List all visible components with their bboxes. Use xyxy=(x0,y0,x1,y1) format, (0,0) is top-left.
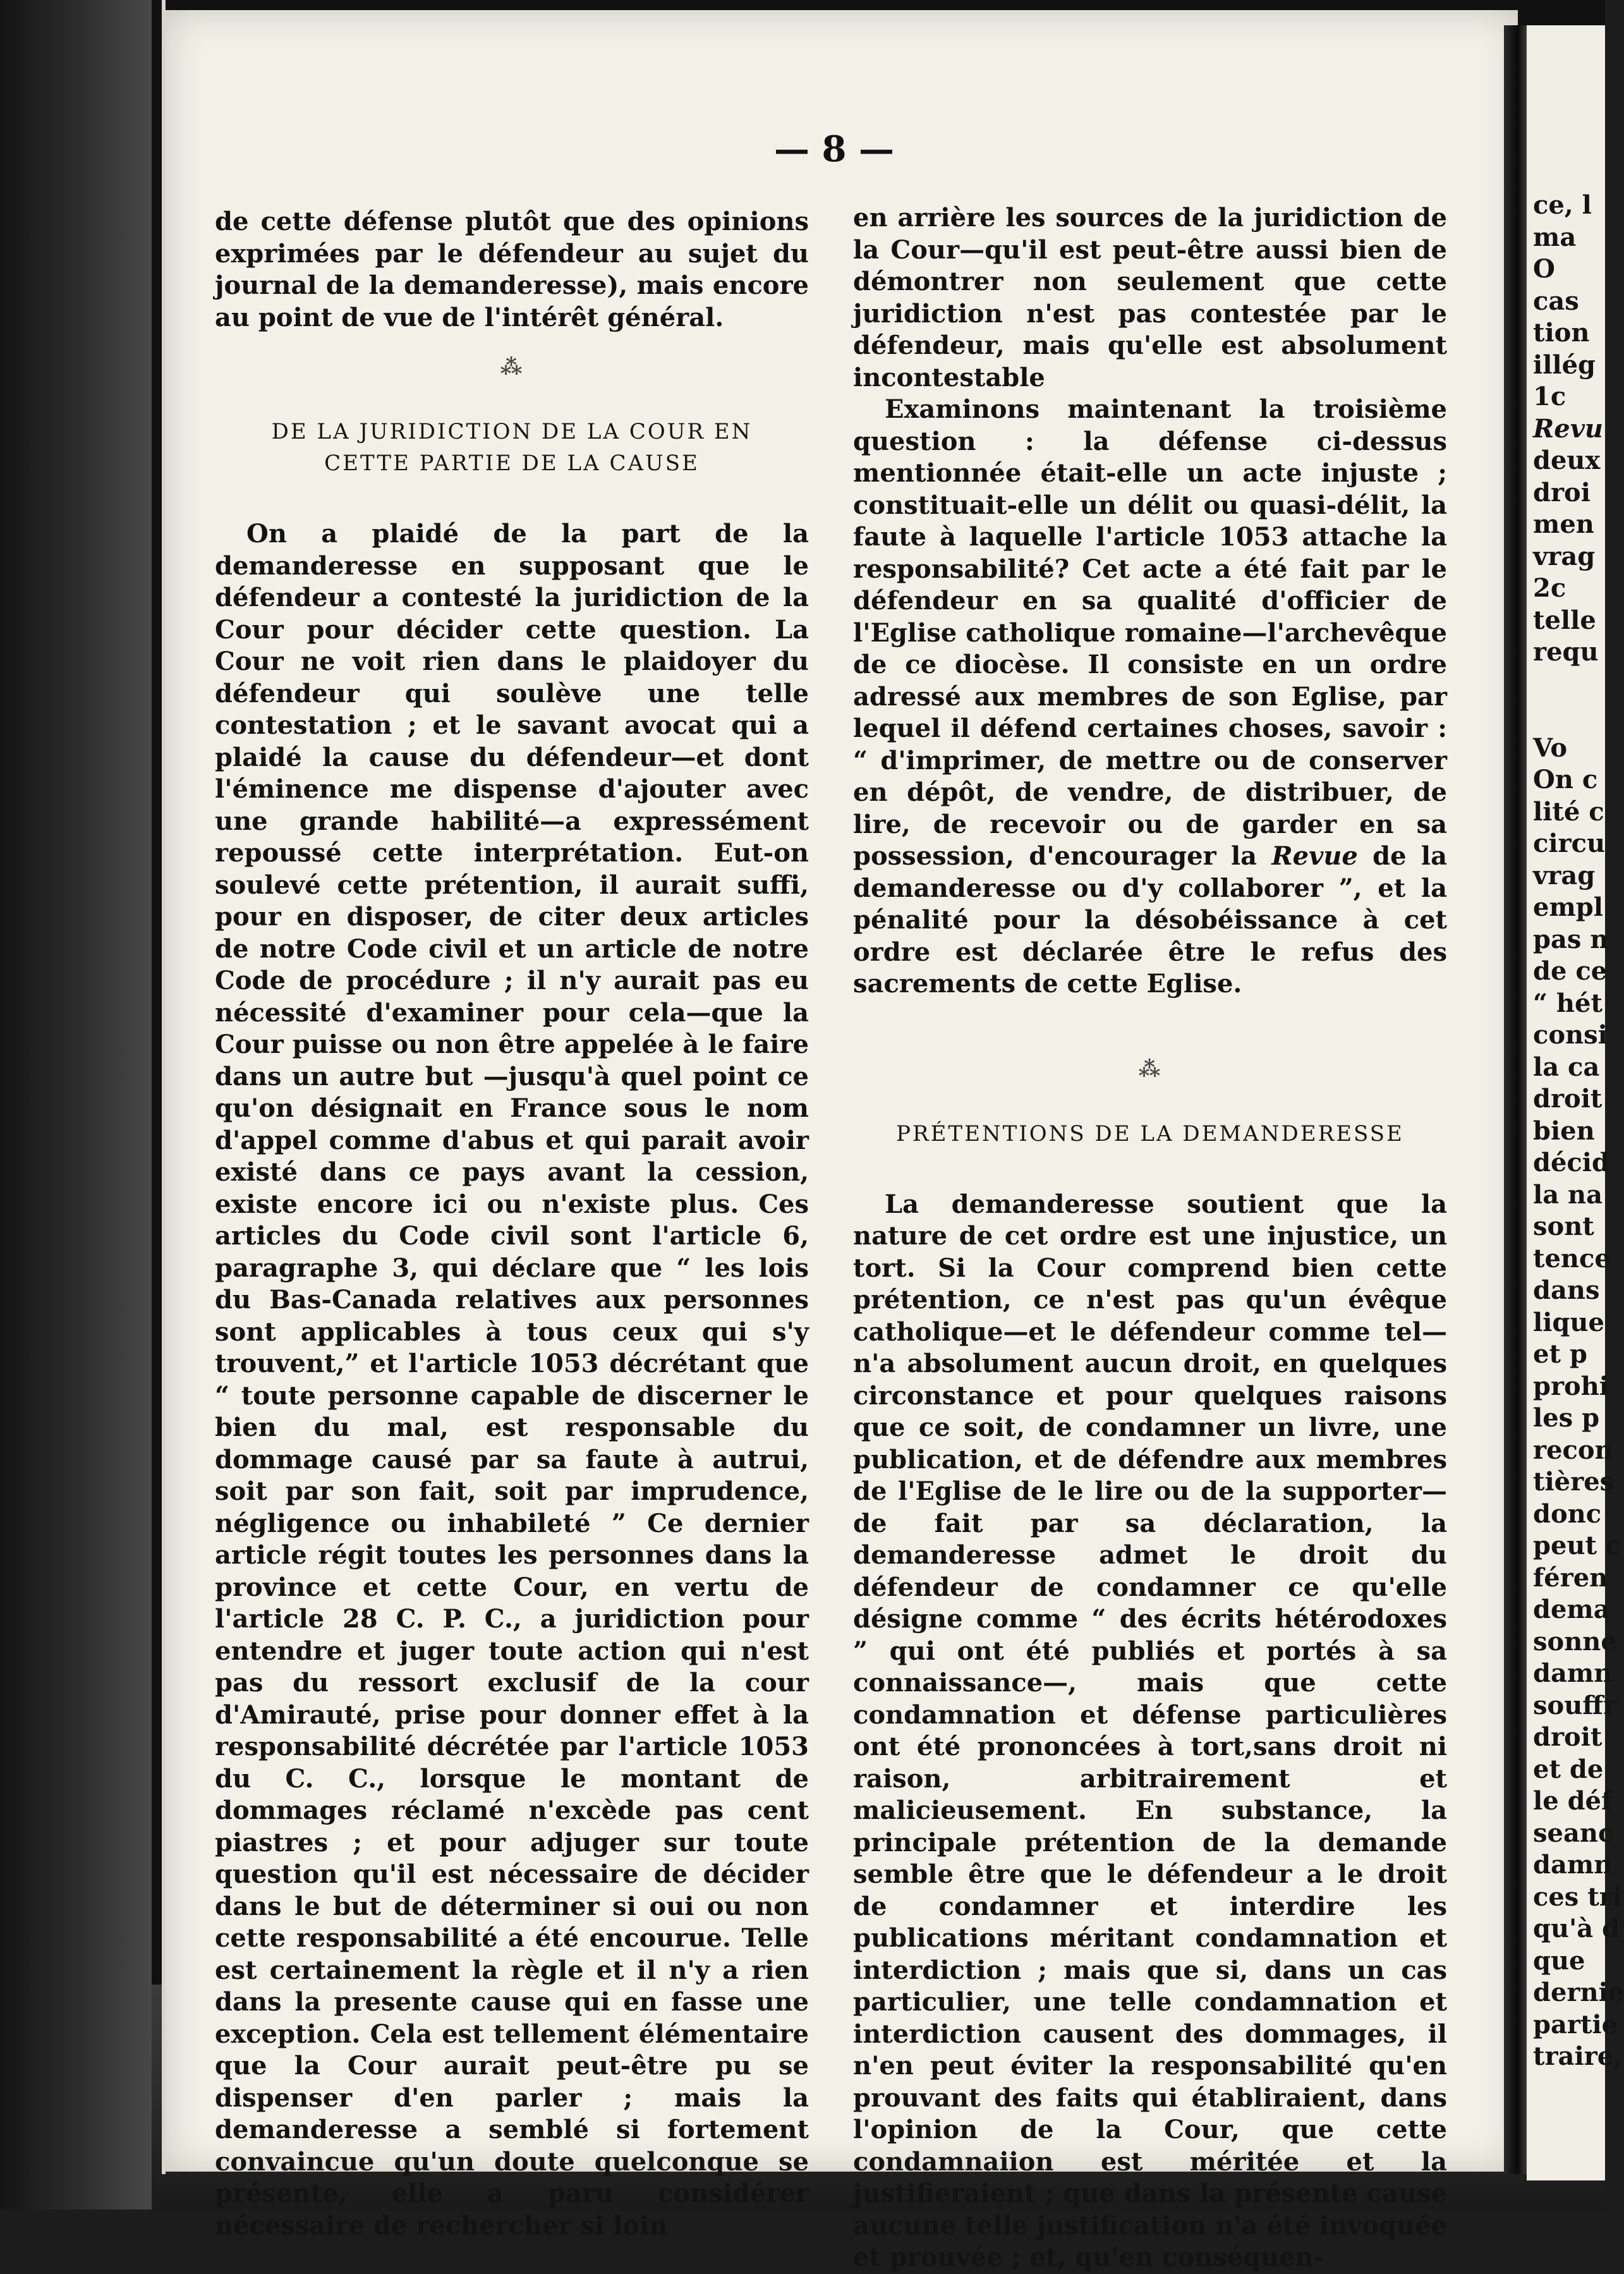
book-left-edge xyxy=(0,0,152,2210)
next-page-fragment: recon xyxy=(1533,1435,1613,1465)
next-page-fragment: damn xyxy=(1533,1850,1613,1880)
next-page-fragment: qu'à d xyxy=(1533,1914,1620,1943)
section-heading-line-1: DE LA JURIDICTION DE LA COUR EN xyxy=(271,419,753,444)
next-page-fragment: bien xyxy=(1533,1116,1595,1146)
next-page-fragment: dernie xyxy=(1533,1978,1624,2007)
next-page-fragment: deux xyxy=(1533,446,1601,475)
next-page-fragment: tence xyxy=(1533,1243,1611,1274)
left-column xyxy=(215,206,809,2242)
next-page-fragment: la ca xyxy=(1533,1052,1600,1082)
next-page-fragment: la na xyxy=(1533,1179,1603,1210)
next-page-fragment: droit xyxy=(1533,1722,1603,1752)
next-page-fragment: telle xyxy=(1533,605,1596,635)
next-page-fragment: damn xyxy=(1533,1658,1613,1688)
right-continuation-paragraph: en arrière les sources de la juridiction de la Cour—qu'il est peut-être aussi bien de démontrer non seulement que cette juridiction n'est pas contestée par le défendeur, mais qu'elle est absolument incontestable xyxy=(853,203,1447,392)
next-page-fragment: partie xyxy=(1533,2009,1618,2040)
next-page-fragment: et p xyxy=(1533,1339,1587,1369)
next-page-fragment: 2c xyxy=(1533,573,1566,603)
next-page-fragment: droi xyxy=(1533,477,1591,508)
left-body-paragraph: On a plaidé de la part de la demanderesse en supposant que le défendeur a contesté la juridiction de la Cour pour décider cette question. La Cour ne voit rien dans le plaidoyer du défendeur qui soulève une telle contestation ; et le savant avocat qui a plaidé la cause du défendeur—et dont l'éminence me dispense d'ajouter avec une grande habilité—a expressément repoussé cette interprétation. Eut-on soulevé cette prétention, il aurait suffi, pour en disposer, de citer deux articles de notre Code civil et un article de notre Code de procédure ; il n'y aurait pas eu nécessité d'examiner pour cela—que la Cour puisse ou non être appelée à le faire dans un autre but —jusqu'à quel point ce qu'on désignait en France sous le nom d'appel comme d'abus et qui parait avoir existé dans ce pays avant la cession, existe encore ici ou n'existe plus. Ces articles du Code civil sont l'article 6, paragraphe 3, qui déclare que “ les lois du Bas-Canada relatives aux personnes sont applicables à tous ceux qui s'y trouvent,” et l'article 1053 décrétant que “ toute personne capable de discerner le bien du mal, est responsable du dommage causé par sa faute à autrui, soit par son fait, soit par imprudence, négligence ou inhabileté ” Ce dernier article régit toutes les personnes dans la province et cette Cour, en vertu de l'article 28 C. P. C., a juridiction pour entendre et juger toute action qui n'est pas du ressort exclusif de la cour d'Amirauté, prise pour donner effet à la responsabilité décrétée par l'article 1053 du C. C., lorsque le montant de dommages réclamé n'excède pas cent piastres ; et pour adjuger sur toute question qu'il est nécessaire de décider dans le but de déterminer si oui ou non cette responsabilité a été encourue. Telle est certainement la règle et il n'y a rien dans la presente cause qui en fasse une exception. Cela est tellement élémentaire que la Cour aurait peut-être pu se dispenser d'en parler ; mais la demanderesse a semblé si fortement convaincue qu'un doute quelconque se présente, elle a paru considérer nécessaire de rechercher si loin xyxy=(215,519,809,2241)
section-heading-pretentions: PRÉTENTIONS DE LA DEMANDERESSE xyxy=(896,1121,1404,1146)
next-page-fragment: ce, l xyxy=(1533,190,1592,220)
pretentions-body-paragraph: La demanderesse soutient que la nature de cet ordre est une injustice, un tort. Si la Cour comprend bien cette prétention, ce n'est pas qu'un évêque catholique—et le défendeur comme tel—n'a absolument aucun droit, en quelques circonstance et pour quelques raisons que ce soit, de condamner un livre, une publication, et de défendre aux membres de l'Eglise de le lire ou de la supporter—de fait par sa déclaration, la demanderesse admet le droit du défendeur de condamner ce qu'elle désigne comme “ des écrits hétérodoxes ” qui ont été publiés et portés à sa connaissance—, mais que cette condamnation et défense particulières ont été prononcées à tort,sans droit ni raison, arbitrairement et malicieusement. En substance, la principale prétention de la demande semble être que le défendeur a le droit de condamner et interdire les publications méritant condamnation et interdiction ; mais que si, dans un cas particulier, une telle condamnation et interdiction causent des dommages, il n'en peut éviter la responsabilité qu'en prouvant des faits qui établiraient, dans l'opinion de la Cour, que cette condamnaiion est méritée et la justifieraient ; que dans la présente cause aucune telle justification n'a été invoquée et prouvée ; et, qu'en conséquen- xyxy=(853,1189,1447,2272)
next-page-fragment: décid xyxy=(1533,1148,1609,1177)
next-page-fragment: men xyxy=(1533,509,1594,539)
next-page-fragment: sont xyxy=(1533,1212,1594,1241)
left-intro-paragraph: de cette défense plutôt que des opinions exprimées par le défendeur au sujet du journal de la demanderesse), mais encore au point de vue de l'intérêt général. xyxy=(215,207,809,332)
next-page-fragment: lité c xyxy=(1533,796,1604,827)
next-page-fragment xyxy=(1533,700,1611,733)
next-page-fragment: droit xyxy=(1533,1084,1603,1114)
next-page-fragment: ma xyxy=(1533,222,1577,252)
next-page-fragment: les p xyxy=(1533,1403,1600,1433)
next-page-strip xyxy=(1527,25,1624,2180)
next-page-fragment: consi xyxy=(1533,1020,1608,1050)
third-question-text-a: Examinons maintenant la troisième question : la défense ci-dessus mentionnée était-elle un acte injuste ; constituait-elle un délit ou quasi-délit, la faute à laquelle l'article 1053 attache la responsabilité? Cet acte a été fait par le défendeur en sa qualité d'officier de l'Eglise catholique romaine—l'archevêque de ce diocèse. Il consiste en un ordre adressé aux membres de son Eglise, par lequel il défend certaines choses, savoir : “ d'imprimer, de mettre ou de conserver en dépôt, de vendre, de distribuer, de lire, de recevoir ou de garder en sa possession, d'encourager la xyxy=(853,394,1447,871)
next-page-fragment: seanc xyxy=(1533,1818,1614,1848)
next-page-fragment: Vo xyxy=(1533,733,1568,763)
next-page-fragment: donc xyxy=(1533,1499,1602,1529)
next-page-fragment: O xyxy=(1533,254,1555,284)
section-ornament-right: ⁂ xyxy=(1138,1056,1162,1082)
revue-italic: Revue xyxy=(1271,841,1358,871)
next-page-text-fragments xyxy=(1533,190,1624,2073)
next-page-fragment: que xyxy=(1533,1945,1585,1976)
next-page-fragment: requ xyxy=(1533,637,1599,667)
next-page-fragment: dema xyxy=(1533,1595,1610,1624)
next-page-fragment: 1c xyxy=(1533,382,1566,411)
third-question-paragraph xyxy=(853,394,1447,1000)
section-heading-line-2: CETTE PARTIE DE LA CAUSE xyxy=(324,451,700,476)
next-page-fragment: pas n xyxy=(1533,924,1609,954)
next-page-fragment: tion xyxy=(1533,318,1590,348)
next-page-fragment: traire, xyxy=(1533,2041,1623,2071)
next-page-fragment: prohi xyxy=(1533,1371,1609,1401)
next-page-fragment: le déf xyxy=(1533,1786,1613,1816)
next-page-fragment: souffr xyxy=(1533,1690,1617,1720)
next-page-fragment: peut c xyxy=(1533,1531,1621,1560)
next-page-fragment: empl xyxy=(1533,892,1603,922)
next-page-fragment: féren xyxy=(1533,1562,1608,1593)
next-page-fragment: circu xyxy=(1533,829,1606,858)
next-page-fragment: de ce xyxy=(1533,956,1608,986)
next-page-fragment xyxy=(1533,669,1611,701)
next-page-fragment: illég xyxy=(1533,350,1596,380)
next-page-fragment: dans xyxy=(1533,1275,1600,1305)
next-page-fragment: vrag xyxy=(1533,541,1596,571)
next-page-fragment: lique xyxy=(1533,1307,1604,1337)
right-column xyxy=(853,202,1447,2274)
section-ornament: ⁂ xyxy=(500,355,524,380)
third-question-text-b: de la demanderesse ou d'y collaborer ”, et la pénalité pour la désobéissance à cet ordre est déclarée être le refus des sacrements de cette Eglise. xyxy=(853,841,1447,999)
next-page-fragment: tières xyxy=(1533,1467,1615,1497)
next-page-fragment: vrag xyxy=(1533,860,1596,891)
book-gutter xyxy=(1504,25,1527,2174)
page-number: — 8 — xyxy=(774,128,894,170)
next-page-fragment: ces tri xyxy=(1533,1882,1622,1912)
next-page-fragment: et de xyxy=(1533,1754,1604,1784)
next-page-fragment: “ hét xyxy=(1533,988,1603,1018)
next-page-fragment: cas xyxy=(1533,286,1579,316)
next-page-fragment: On c xyxy=(1533,765,1598,794)
next-page-fragment: Revu xyxy=(1533,413,1604,444)
next-page-fragment: sonne xyxy=(1533,1626,1617,1657)
